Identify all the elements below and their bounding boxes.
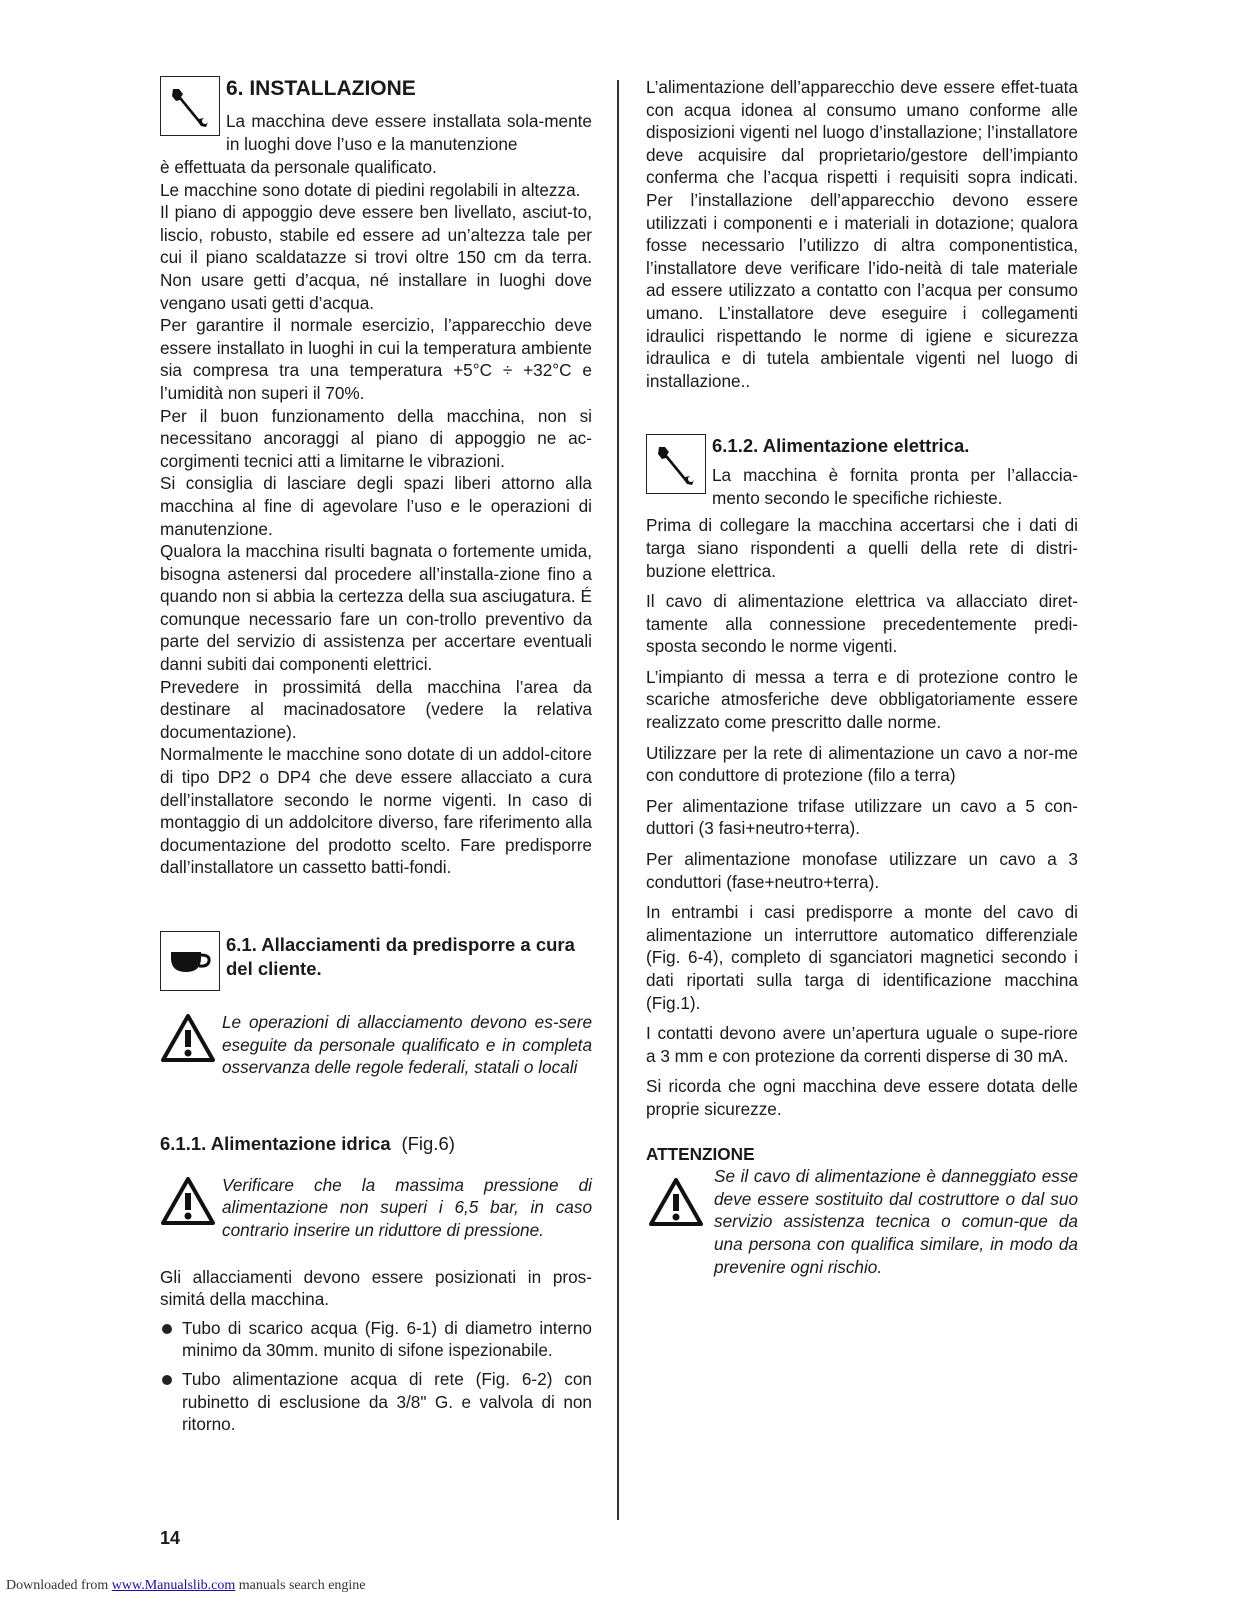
right-paragraph: Si ricorda che ogni macchina deve essere dotata delle proprie sicurezze. [646,1076,1078,1119]
left-paragraph: Prevedere in prossimitá della macchina l’area da destinare al macinadosatore (vedere la relativa documentazione). [160,676,592,742]
section-611-heading: 6.1.1. Alimentazione idrica [160,1133,391,1154]
right-paragraph: Il cavo di alimentazione elettrica va allacciato diret-tamente alla connessione precedentemente predi-sposta secondo le norme vigenti. [646,591,1078,657]
left-paragraph: Si consiglia di lasciare degli spazi liberi attorno alla macchina al fine di agevolare l’uso e le operazioni di manutenzione. [160,473,592,539]
left-paragraph: Per il buon funzionamento della macchina, non si necessitano ancoraggi al piano di appoggio ne ac-corgimenti tecnici atti a limitarne le vibrazioni. [160,405,592,471]
water-paragraph: L’alimentazione dell’apparecchio deve essere effet-tuata con acqua idonea al consumo umano conforme alle disposizioni vigenti nel luogo d’installazione; l’installatore deve acquisire dal proprietario/gestore dell’impianto conferma che l’acqua rispetti i requisiti sopra indicati. Per l’installazione dell’apparecchio devono essere utilizzati i componenti e i materiali in dotazione; qualora fosse necessario l’utilizzo di altra componentistica, l’installatore deve verificare l’ido-neità di tale materiale ad essere utilizzato a contatto con l’acqua per consumo umano. L’installatore deve eseguire i collegamenti idraulici rispettando le norme di igiene e sicurezza idraulica e di tutela ambientale vigenti nel luogo di installazione.. [646,77,1078,391]
warning-icon [160,1013,216,1063]
attention-heading: ATTENZIONE [646,1143,755,1164]
list-item: Tubo alimentazione acqua di rete (Fig. 6-2) con rubinetto di esclusione da 3/8" G. e valvola di non ritorno. [160,1368,592,1436]
left-paragraph: Per garantire il normale esercizio, l’apparecchio deve essere installato in luoghi in cui la temperatura ambiente sia compresa tra una temperatura +5°C ÷ +32°C e l’umidità non superi il 70%. [160,315,592,403]
warning-text: Verificare che la massima pressione di alimentazione non superi i 6,5 bar, in caso contrario inserire un riduttore di pressione. [222,1174,592,1240]
left-column [160,76,592,1442]
left-paragraph: Le macchine sono dotate di piedini regolabili in altezza. [160,179,581,200]
section-611-figure-ref: (Fig.6) [401,1133,455,1154]
right-paragraph: L’impianto di messa a terra e di protezione contro le scariche atmosferiche deve obbligatoriamente essere realizzato come prescritto dalle norme. [646,666,1078,733]
right-paragraph: Prima di collegare la macchina accertarsi che i dati di targa siano rispondenti a quelli della rete di distri-buzione elettrica. [646,515,1078,581]
section-61-heading: 6.1. Allacciamenti da predisporre a cura del cliente. [226,934,575,979]
right-column [646,76,1078,1275]
section-6-heading: 6. INSTALLAZIONE [226,77,416,100]
right-paragraph: I contatti devono avere un’apertura uguale o supe-riore a 3 mm e con protezione da correnti disperse di 30 mA. [646,1023,1078,1066]
column-divider [617,80,619,1520]
warning-icon [160,1176,216,1226]
warning-icon [648,1177,704,1227]
section-612-heading: 6.1.2. Alimentazione elettrica. [712,435,970,457]
right-paragraph: Per alimentazione monofase utilizzare un cavo a 3 conduttori (fase+neutro+terra). [646,849,1078,892]
right-paragraph: In entrambi i casi predisporre a monte del cavo di alimentazione un interruttore automatico differenziale (Fig. 6-4), completo di sganciatori magnetici secondo i dati riportati sulla targa di identificazione macchina (Fig.1). [646,902,1078,1013]
wrench-icon [646,434,706,494]
manualslib-link[interactable]: www.Manualslib.com [111,1578,236,1593]
footer-prefix: Downloaded from [6,1578,112,1593]
footer-suffix: manuals search engine [235,1578,366,1593]
page-number: 14 [160,1528,181,1548]
attention-text: Se il cavo di alimentazione è danneggiato esse deve essere sostituito dal costruttore o dal suo servizio assistenza tecnica o comun-que da una persona con qualifica similare, in modo da prevenire ogni rischio. [714,1166,1078,1277]
left-paragraph: Qualora la macchina risulti bagnata o fortemente umida, bisogna astenersi dal procedere all’installa-zione fino a quando non si abbia la certezza della sua asciugatura. É comunque necessario fare un con-trollo preventivo da parte del servizio di assistenza per accertare eventuali danni subiti dai componenti elettrici. [160,541,592,675]
intro-indented: La macchina deve essere installata sola-mente in luoghi dove l’uso e la manutenzione [226,111,592,154]
section-612-intro: La macchina è fornita pronta per l’allaccia-mento secondo le specifiche richieste. [712,465,1078,508]
right-paragraph: Utilizzare per la rete di alimentazione un cavo a nor-me con conduttore di protezione (filo a terra) [646,742,1078,786]
wrench-icon [160,76,220,136]
right-paragraph: Per alimentazione trifase utilizzare un cavo a 5 con-duttori (3 fasi+neutro+terra). [646,795,1078,839]
warning-text: Le operazioni di allacciamento devono es-sere eseguite da personale qualificato e in completa osservanza delle regole federali, statali o locali [222,1012,592,1078]
download-footer [6,1578,366,1594]
connections-text: Gli allacciamenti devono essere posizionati in pros-simitá della macchina. [160,1266,592,1310]
intro-rest: è effettuata da personale qualificato. [160,157,437,177]
list-item: Tubo di scarico acqua (Fig. 6-1) di diametro interno minimo da 30mm. munito di sifone ispezionabile. [160,1317,592,1362]
left-paragraph: Normalmente le macchine sono dotate di un addol-citore di tipo DP2 o DP4 che deve essere allacciato a cura dell’installatore secondo le norme vigenti. In caso di montaggio di un addolcitore diverso, fare riferimento alla documentazione del prodotto scelto. Fare predisporre dall’installatore un cassetto batti-fondi. [160,744,592,878]
left-paragraph: Il piano di appoggio deve essere ben livellato, asciut-to, liscio, robusto, stabile ed essere ad un’altezza tale per cui il piano scaldatazze si trovi oltre 150 cm da terra. Non usare getti d’acqua, né installare in luoghi dove vengano usati getti d’acqua. [160,202,592,313]
cup-icon [160,931,220,991]
